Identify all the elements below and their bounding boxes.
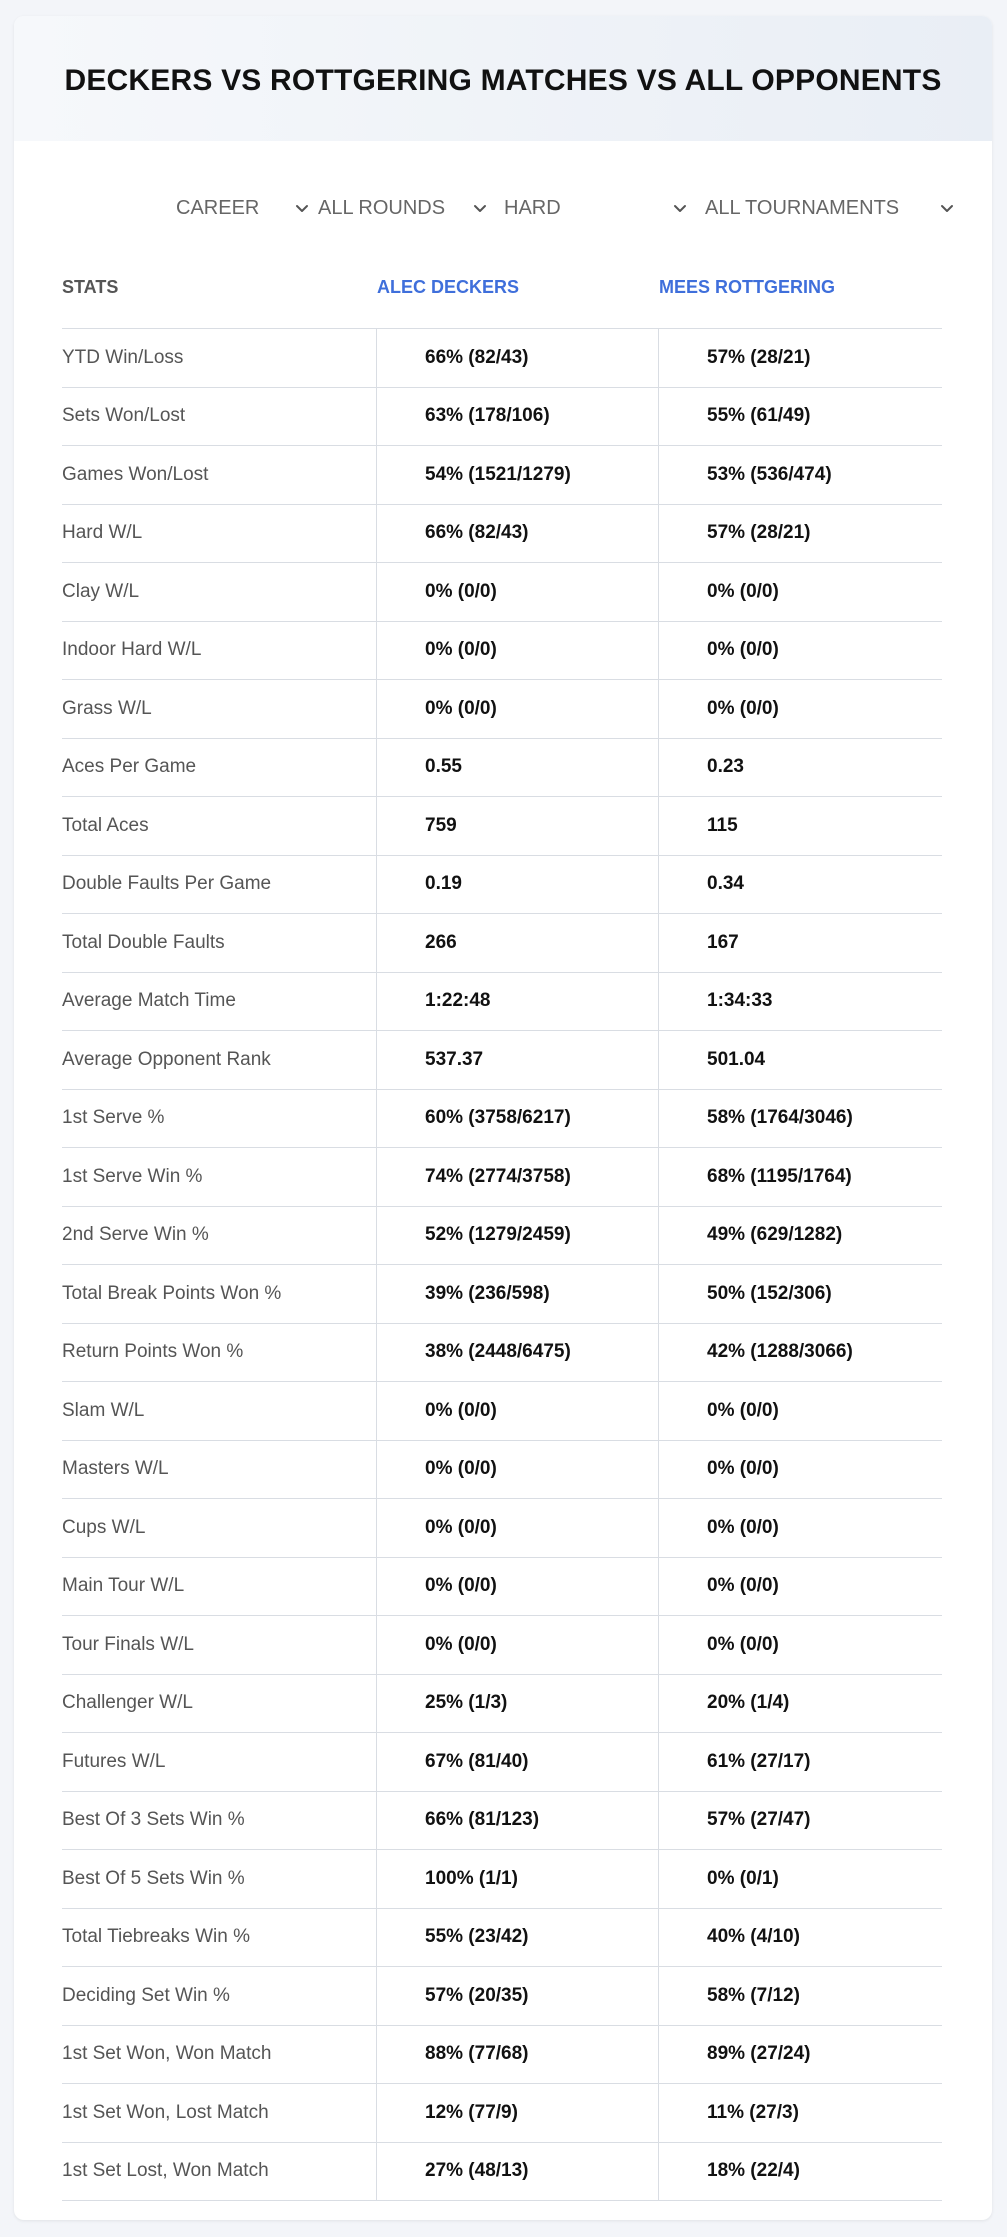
- player2-value: 0.34: [707, 873, 744, 895]
- stat-label: Cups W/L: [62, 1499, 377, 1557]
- player1-value: 0% (0/0): [377, 1441, 659, 1499]
- stat-label: 1st Set Won, Won Match: [62, 2026, 377, 2084]
- player2-value: 89% (27/24): [707, 2043, 811, 2065]
- player2-value: 0.23: [707, 756, 744, 778]
- player2-value: 55% (61/49): [707, 405, 811, 427]
- rounds-dropdown[interactable]: [318, 188, 490, 228]
- player1-value: 537.37: [377, 1031, 659, 1089]
- player2-value: 53% (536/474): [707, 463, 832, 485]
- table-row: [62, 1441, 942, 1500]
- player2-value: 0% (0/0): [707, 697, 779, 719]
- player1-value: 100% (1/1): [377, 1850, 659, 1908]
- table-row: [62, 446, 942, 505]
- table-row: [62, 739, 942, 798]
- stat-label: Aces Per Game: [62, 739, 377, 797]
- stat-label: Deciding Set Win %: [62, 1967, 377, 2025]
- chevron-down-icon: [292, 198, 312, 218]
- player1-value: 0.19: [377, 856, 659, 914]
- player2-value: 501.04: [707, 1048, 766, 1070]
- table-row: [62, 505, 942, 564]
- player2-value: 18% (22/4): [707, 2160, 800, 2182]
- stat-label: Challenger W/L: [62, 1675, 377, 1733]
- player2-value: 42% (1288/3066): [707, 1341, 853, 1363]
- player1-value: 66% (82/43): [377, 505, 659, 563]
- table-row: [62, 914, 942, 973]
- player2-value: 0% (0/1): [707, 1867, 779, 1889]
- player1-value: 88% (77/68): [377, 2026, 659, 2084]
- stat-label: Double Faults Per Game: [62, 856, 377, 914]
- stat-label: Total Break Points Won %: [62, 1265, 377, 1323]
- player1-value: 1:22:48: [377, 973, 659, 1031]
- player1-value: 0% (0/0): [377, 563, 659, 621]
- player1-value: 67% (81/40): [377, 1733, 659, 1791]
- filter-bar: [14, 188, 992, 228]
- player2-value: 11% (27/3): [707, 2101, 799, 2123]
- stat-label: Futures W/L: [62, 1733, 377, 1791]
- player1-value: 759: [377, 797, 659, 855]
- stat-label: Grass W/L: [62, 680, 377, 738]
- stat-label: 1st Set Won, Lost Match: [62, 2084, 377, 2142]
- player2-value: 49% (629/1282): [707, 1224, 843, 1246]
- stat-label: Games Won/Lost: [62, 446, 377, 504]
- player2-value: 57% (28/21): [707, 522, 811, 544]
- stat-label: Best Of 5 Sets Win %: [62, 1850, 377, 1908]
- table-row: [62, 563, 942, 622]
- stat-label: YTD Win/Loss: [62, 329, 377, 387]
- player1-value: 63% (178/106): [377, 388, 659, 446]
- table-row: [62, 1090, 942, 1149]
- player1-value: 39% (236/598): [377, 1265, 659, 1323]
- column-header-player1[interactable]: ALEC DECKERS: [377, 276, 520, 297]
- table-row: [62, 2026, 942, 2085]
- rounds-dropdown-value: ALL ROUNDS: [318, 196, 446, 219]
- table-row: [62, 797, 942, 856]
- player1-value: 0% (0/0): [377, 622, 659, 680]
- player1-value: 0% (0/0): [377, 1499, 659, 1557]
- table-row: [62, 1499, 942, 1558]
- table-row: [62, 1324, 942, 1383]
- player2-value: 0% (0/0): [707, 1575, 779, 1597]
- stat-label: Total Double Faults: [62, 914, 377, 972]
- table-row: [62, 680, 942, 739]
- player1-value: 0% (0/0): [377, 1616, 659, 1674]
- stat-label: Clay W/L: [62, 563, 377, 621]
- player1-value: 0.55: [377, 739, 659, 797]
- stat-label: 1st Set Lost, Won Match: [62, 2143, 377, 2201]
- stat-label: Masters W/L: [62, 1441, 377, 1499]
- table-row: [62, 1616, 942, 1675]
- player2-value: 20% (1/4): [707, 1692, 790, 1714]
- column-header-stats: STATS: [62, 276, 119, 297]
- table-body: [62, 329, 942, 2201]
- player2-value: 115: [707, 814, 738, 836]
- table-row: [62, 1265, 942, 1324]
- player2-value: 57% (27/47): [707, 1809, 811, 1831]
- player2-value: 1:34:33: [707, 990, 773, 1012]
- player1-value: 0% (0/0): [377, 680, 659, 738]
- stat-label: Average Match Time: [62, 973, 377, 1031]
- stat-label: Average Opponent Rank: [62, 1031, 377, 1089]
- tournaments-dropdown[interactable]: [705, 188, 957, 228]
- tournaments-dropdown-value: ALL TOURNAMENTS: [705, 196, 900, 219]
- player1-value: 57% (20/35): [377, 1967, 659, 2025]
- stat-label: Tour Finals W/L: [62, 1616, 377, 1674]
- chevron-down-icon: [670, 198, 690, 218]
- player1-value: 38% (2448/6475): [377, 1324, 659, 1382]
- player1-value: 25% (1/3): [377, 1675, 659, 1733]
- player1-value: 66% (82/43): [377, 329, 659, 387]
- stat-label: 1st Serve %: [62, 1090, 377, 1148]
- player1-value: 27% (48/13): [377, 2143, 659, 2201]
- player2-value: 50% (152/306): [707, 1282, 832, 1304]
- player1-value: 60% (3758/6217): [377, 1090, 659, 1148]
- stat-label: Indoor Hard W/L: [62, 622, 377, 680]
- player2-value: 0% (0/0): [707, 639, 779, 661]
- table-row: [62, 1909, 942, 1968]
- player1-value: 74% (2774/3758): [377, 1148, 659, 1206]
- stat-label: Total Tiebreaks Win %: [62, 1909, 377, 1967]
- table-row: [62, 622, 942, 681]
- page-title: DECKERS VS ROTTGERING MATCHES VS ALL OPPONENTS: [64, 63, 942, 97]
- table-row: [62, 329, 942, 388]
- table-row: [62, 1382, 942, 1441]
- chevron-down-icon: [470, 198, 490, 218]
- column-header-player2[interactable]: MEES ROTTGERING: [659, 276, 836, 297]
- player2-value: 167: [707, 931, 739, 953]
- stat-label: Slam W/L: [62, 1382, 377, 1440]
- table-row: [62, 1148, 942, 1207]
- player2-value: 40% (4/10): [707, 1926, 800, 1948]
- table-row: [62, 856, 942, 915]
- player2-value: 0% (0/0): [707, 1458, 779, 1480]
- player1-value: 0% (0/0): [377, 1558, 659, 1616]
- player2-value: 0% (0/0): [707, 1399, 779, 1421]
- table-row: [62, 1792, 942, 1851]
- period-dropdown[interactable]: [176, 188, 312, 228]
- table-row: [62, 1675, 942, 1734]
- player2-value: 0% (0/0): [707, 1633, 779, 1655]
- stat-label: 1st Serve Win %: [62, 1148, 377, 1206]
- stat-label: Main Tour W/L: [62, 1558, 377, 1616]
- stats-card: [14, 16, 992, 2220]
- stats-table: [62, 246, 942, 2201]
- table-row: [62, 388, 942, 447]
- period-dropdown-value: CAREER: [176, 196, 260, 219]
- player2-value: 0% (0/0): [707, 580, 779, 602]
- surface-dropdown[interactable]: [504, 188, 690, 228]
- player2-value: 61% (27/17): [707, 1750, 811, 1772]
- player1-value: 266: [377, 914, 659, 972]
- player2-value: 0% (0/0): [707, 1516, 779, 1538]
- player1-value: 54% (1521/1279): [377, 446, 659, 504]
- table-row: [62, 1967, 942, 2026]
- stat-label: Best Of 3 Sets Win %: [62, 1792, 377, 1850]
- table-row: [62, 2143, 942, 2202]
- player2-value: 58% (1764/3046): [707, 1107, 853, 1129]
- player2-value: 68% (1195/1764): [707, 1165, 852, 1187]
- surface-dropdown-value: HARD: [504, 196, 561, 219]
- player1-value: 12% (77/9): [377, 2084, 659, 2142]
- chevron-down-icon: [937, 198, 957, 218]
- player1-value: 52% (1279/2459): [377, 1207, 659, 1265]
- stat-label: Sets Won/Lost: [62, 388, 377, 446]
- stat-label: 2nd Serve Win %: [62, 1207, 377, 1265]
- stat-label: Return Points Won %: [62, 1324, 377, 1382]
- table-row: [62, 1207, 942, 1266]
- table-row: [62, 1850, 942, 1909]
- stat-label: Total Aces: [62, 797, 377, 855]
- player1-value: 55% (23/42): [377, 1909, 659, 1967]
- card-header: [14, 16, 992, 141]
- player2-value: 58% (7/12): [707, 1984, 800, 2006]
- table-row: [62, 973, 942, 1032]
- table-row: [62, 2084, 942, 2143]
- table-row: [62, 1031, 942, 1090]
- table-row: [62, 1558, 942, 1617]
- player1-value: 0% (0/0): [377, 1382, 659, 1440]
- player2-value: 57% (28/21): [707, 346, 811, 368]
- table-header: [62, 246, 942, 329]
- player1-value: 66% (81/123): [377, 1792, 659, 1850]
- table-row: [62, 1733, 942, 1792]
- stat-label: Hard W/L: [62, 505, 377, 563]
